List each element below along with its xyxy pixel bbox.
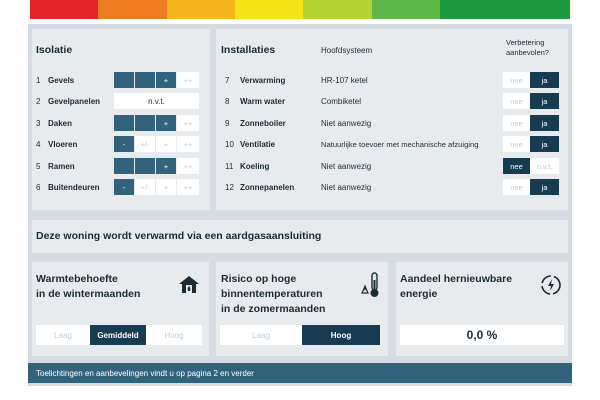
installatie-row <box>225 93 565 109</box>
installatie-row <box>225 136 565 152</box>
advice-not-applicable-option: n.v.t. <box>530 158 559 174</box>
rating-cell <box>114 72 135 88</box>
rating-cell: ++ <box>177 115 200 131</box>
installatie-row <box>225 158 565 174</box>
risico-title-line2: binnentemperaturen <box>221 288 323 300</box>
system-value: Natuurlijke toevoer met mechanische afzuiging <box>321 139 479 149</box>
isolatie-row <box>36 136 200 152</box>
isolatie-row <box>36 72 200 88</box>
row-number: 6 <box>36 182 41 192</box>
hernieuwbaar-panel <box>396 262 568 356</box>
risico-level-hoog: Hoog <box>302 325 380 345</box>
advice-no-option: nee <box>503 158 530 174</box>
installatie-row <box>225 115 565 131</box>
column-header-advice-line2: aanbevolen? <box>506 48 549 57</box>
footer-bar <box>28 363 572 383</box>
label-b-bar <box>372 0 440 19</box>
rating-cell: - <box>114 136 135 152</box>
risico-panel <box>216 262 388 356</box>
installatie-row <box>225 179 565 195</box>
risico-title-line1: Risico op hoge <box>221 273 297 285</box>
heating-notice-panel <box>32 220 568 253</box>
row-label: Warm water <box>240 96 286 106</box>
row-label: Ventilatie <box>240 139 276 149</box>
row-number: 1 <box>36 75 41 85</box>
advice-yes-option: ja <box>530 115 559 131</box>
hernieuwbaar-value: 0,0 % <box>466 328 498 342</box>
installaties-title: Installaties <box>221 44 276 56</box>
hernieuwbaar-title-line2: energie <box>400 288 438 300</box>
not-applicable-value: n.v.t. <box>114 93 200 109</box>
label-a-bar <box>440 0 570 19</box>
row-number: 7 <box>225 75 230 85</box>
isolatie-row <box>36 115 200 131</box>
row-label: Ramen <box>48 161 75 171</box>
row-label: Verwarming <box>240 75 286 85</box>
row-number: 10 <box>225 139 234 149</box>
renewable-energy-icon <box>540 274 562 296</box>
rating-cell <box>135 115 156 131</box>
column-header-advice-line1: Verbetering <box>506 38 545 47</box>
isolatie-row <box>36 179 200 195</box>
row-label: Vloeren <box>48 139 78 149</box>
isolatie-row <box>36 158 200 174</box>
warmtebehoefte-panel <box>32 262 209 356</box>
risico-level-laag: Laag <box>252 330 270 340</box>
warmte-title-line2: in de wintermaanden <box>36 288 141 300</box>
row-label: Koeling <box>240 161 270 171</box>
row-number: 2 <box>36 96 41 106</box>
energy-label-scale <box>30 0 570 19</box>
rating-cell: + <box>156 136 177 152</box>
isolatie-panel <box>32 29 210 210</box>
footer-text: Toelichtingen en aanbevelingen vindt u op pagina 2 en verder <box>36 368 254 378</box>
row-number: 3 <box>36 118 41 128</box>
hernieuwbaar-value-box <box>400 325 564 345</box>
label-f-bar <box>98 0 166 19</box>
system-value: Niet aanwezig <box>321 182 372 192</box>
rating-cell: - <box>114 179 135 195</box>
rating-cell: ++ <box>177 179 200 195</box>
rating-cell <box>114 115 135 131</box>
rating-cell <box>135 72 156 88</box>
row-number: 12 <box>225 182 234 192</box>
row-number: 5 <box>36 161 41 171</box>
rating-cell: +/- <box>135 136 156 152</box>
risico-title-line3: in de zomermaanden <box>221 303 326 315</box>
thermometer-warning-icon <box>361 272 381 298</box>
system-value: HR-107 ketel <box>321 75 368 85</box>
rating-cell: +/- <box>135 179 156 195</box>
rating-cell: + <box>156 72 177 88</box>
warmte-level-gemiddeld: Gemiddeld <box>90 325 146 345</box>
advice-no-option: nee <box>503 72 530 88</box>
system-value: Combiketel <box>321 96 362 106</box>
rating-cell: ++ <box>177 136 200 152</box>
warmte-title-line1: Warmtebehoefte <box>36 273 118 285</box>
rating-cell: + <box>156 179 177 195</box>
row-label: Gevels <box>48 75 75 85</box>
row-label: Daken <box>48 118 73 128</box>
row-number: 9 <box>225 118 230 128</box>
advice-no-option: nee <box>503 179 530 195</box>
rating-cell <box>135 158 156 174</box>
row-label: Buitendeuren <box>48 182 100 192</box>
warmte-level-hoog: Hoog <box>164 330 184 340</box>
advice-yes-option: ja <box>530 93 559 109</box>
house-icon <box>178 274 200 294</box>
label-g-bar <box>30 0 98 19</box>
heating-notice-text: Deze woning wordt verwarmd via een aardgasaansluiting <box>36 230 322 242</box>
label-c-bar <box>303 0 371 19</box>
installatie-row <box>225 72 565 88</box>
advice-yes-option: ja <box>530 136 559 152</box>
advice-yes-option: ja <box>530 72 559 88</box>
row-label: Zonneboiler <box>240 118 286 128</box>
advice-no-option: nee <box>503 93 530 109</box>
advice-yes-option: ja <box>530 179 559 195</box>
row-number: 11 <box>225 161 234 171</box>
isolatie-row <box>36 93 200 109</box>
system-value: Niet aanwezig <box>321 118 372 128</box>
system-value: Niet aanwezig <box>321 161 372 171</box>
label-d-bar <box>235 0 303 19</box>
label-e-bar <box>167 0 235 19</box>
isolatie-title: Isolatie <box>36 44 73 56</box>
rating-cell: ++ <box>177 158 200 174</box>
hernieuwbaar-title-line1: Aandeel hernieuwbare <box>400 273 513 285</box>
advice-no-option: nee <box>503 115 530 131</box>
warmte-level-laag: Laag <box>54 330 72 340</box>
installaties-panel <box>216 29 568 210</box>
row-number: 4 <box>36 139 41 149</box>
row-number: 8 <box>225 96 230 106</box>
column-header-system: Hoofdsysteem <box>321 46 373 55</box>
rating-cell: ++ <box>177 72 200 88</box>
rating-cell <box>114 158 135 174</box>
row-label: Zonnepanelen <box>240 182 295 192</box>
rating-cell: + <box>156 158 177 174</box>
row-label: Gevelpanelen <box>48 96 101 106</box>
advice-no-option: nee <box>503 136 530 152</box>
rating-cell: + <box>156 115 177 131</box>
